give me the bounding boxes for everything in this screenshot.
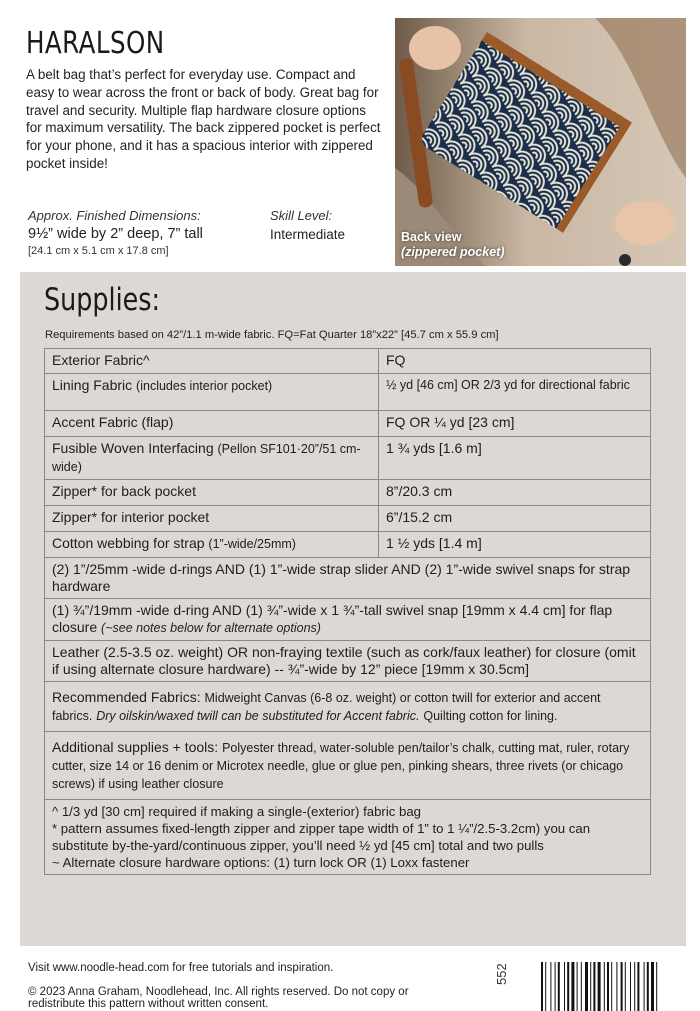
requirements-note: Requirements based on 42”/1.1 m-wide fabric. FQ=Fat Quarter 18”x22” [45.7 cm x 55.9 cm]	[45, 329, 499, 341]
supply-amount: FQ	[379, 349, 651, 374]
photo-caption-title: Back view	[401, 230, 462, 244]
supply-item: Accent Fabric (flap)	[45, 411, 379, 437]
footnotes	[45, 800, 651, 875]
table-row	[45, 800, 651, 875]
strap-hardware: (2) 1”/25mm -wide d-rings AND (1) 1”-wide strap slider AND (2) 1”-wide swivel snaps for strap hardware	[45, 558, 651, 599]
product-photo	[395, 18, 686, 266]
note-caret: ^ 1/3 yd [30 cm] required if making a single-(exterior) fabric bag	[52, 804, 422, 819]
table-row	[45, 374, 651, 411]
supply-item: Zipper* for interior pocket	[45, 506, 379, 532]
leather-closure: Leather (2.5-3.5 oz. weight) OR non-fraying textile (such as cork/faux leather) for closure (omit if using alternate closure hardware) -- ¾”-wide by 12” piece [19mm x 30.5cm]	[45, 641, 651, 682]
supply-item: Cotton webbing for strap (1”-wide/25mm)	[45, 532, 379, 558]
table-row	[45, 480, 651, 506]
additional-supplies: Additional supplies + tools: Polyester thread, water-soluble pen/tailor’s chalk, cutting mat, ruler, rotary cutter, size 14 or 16 denim or Microtex needle, glue or glue pen, pinking shears, three rivets (or chicago screws) if using leather closure	[45, 732, 651, 800]
table-row	[45, 682, 651, 732]
supply-amount: 8”/20.3 cm	[379, 480, 651, 506]
header-section	[0, 0, 700, 272]
table-row	[45, 732, 651, 800]
note-tilde: ~ Alternate closure hardware options: (1) turn lock OR (1) Loxx fastener	[52, 855, 470, 870]
supply-item: Zipper* for back pocket	[45, 480, 379, 506]
pattern-description: A belt bag that’s perfect for everyday use. Compact and easy to wear across the front or back of body. Great bag for travel and security. Multiple flap hardware closure options for maximum versatility. The back zippered pocket is perfect for your phone, and it has a spacious interior with zippered pocket inside!	[26, 67, 381, 171]
table-row	[45, 349, 651, 374]
skill-value: Intermediate	[270, 227, 346, 242]
footer-copyright: © 2023 Anna Graham, Noodlehead, Inc. All rights reserved. Do not copy or redistribute this pattern without written consent.	[28, 986, 409, 1010]
photo-caption-subtitle: (zippered pocket)	[401, 245, 505, 259]
barcode-icon	[541, 962, 659, 1011]
supply-amount: 6”/15.2 cm	[379, 506, 651, 532]
pattern-code: 552	[494, 963, 509, 985]
table-row	[45, 532, 651, 558]
supply-item: Exterior Fabric^	[45, 349, 379, 374]
dimensions-label: Approx. Finished Dimensions:	[28, 208, 201, 223]
footer-visit: Visit www.noodle-head.com for free tutorials and inspiration.	[28, 962, 334, 974]
supplies-title: Supplies:	[44, 282, 161, 318]
table-row	[45, 506, 651, 532]
supply-amount: 1 ¾ yds [1.6 m]	[379, 437, 651, 480]
supply-item: Lining Fabric (includes interior pocket)	[45, 374, 379, 411]
supply-amount: 1 ½ yds [1.4 m]	[379, 532, 651, 558]
table-row	[45, 437, 651, 480]
table-row	[45, 641, 651, 682]
skill-label: Skill Level:	[270, 208, 333, 223]
dimensions-metric: [24.1 cm x 5.1 cm x 17.8 cm]	[28, 245, 169, 257]
supply-item: Fusible Woven Interfacing (Pellon SF101·20”/51 cm-wide)	[45, 437, 379, 480]
supply-amount: ½ yd [46 cm] OR 2/3 yd for directional fabric	[379, 374, 651, 411]
photo-caption	[401, 230, 505, 260]
pattern-title: HARALSON	[26, 26, 165, 61]
supplies-table	[44, 348, 651, 875]
table-row	[45, 558, 651, 599]
supplies-panel	[20, 272, 686, 946]
note-star: * pattern assumes fixed-length zipper and zipper tape width of 1” to 1 ¼”/2.5-3.2cm) you can substitute by-the-yard/continuous zipper, you’ll need ½ yd [45 cm] total and two pulls	[52, 821, 591, 853]
table-row	[45, 599, 651, 641]
recommended-fabrics: Recommended Fabrics: Midweight Canvas (6-8 oz. weight) or cotton twill for exterior and accent fabrics. Dry oilskin/waxed twill can be substituted for Accent fabric. Quilting cotton for lining.	[45, 682, 651, 732]
bag-photo-illustration	[395, 18, 686, 266]
flap-hardware: (1) ¾”/19mm -wide d-ring AND (1) ¾”-wide x 1 ¾”-tall swivel snap [19mm x 4.4 cm] for flap closure (~see notes below for alternate options)	[45, 599, 651, 641]
table-row	[45, 411, 651, 437]
supply-amount: FQ OR ¼ yd [23 cm]	[379, 411, 651, 437]
dimensions-value: 9½” wide by 2” deep, 7” tall	[28, 226, 203, 242]
